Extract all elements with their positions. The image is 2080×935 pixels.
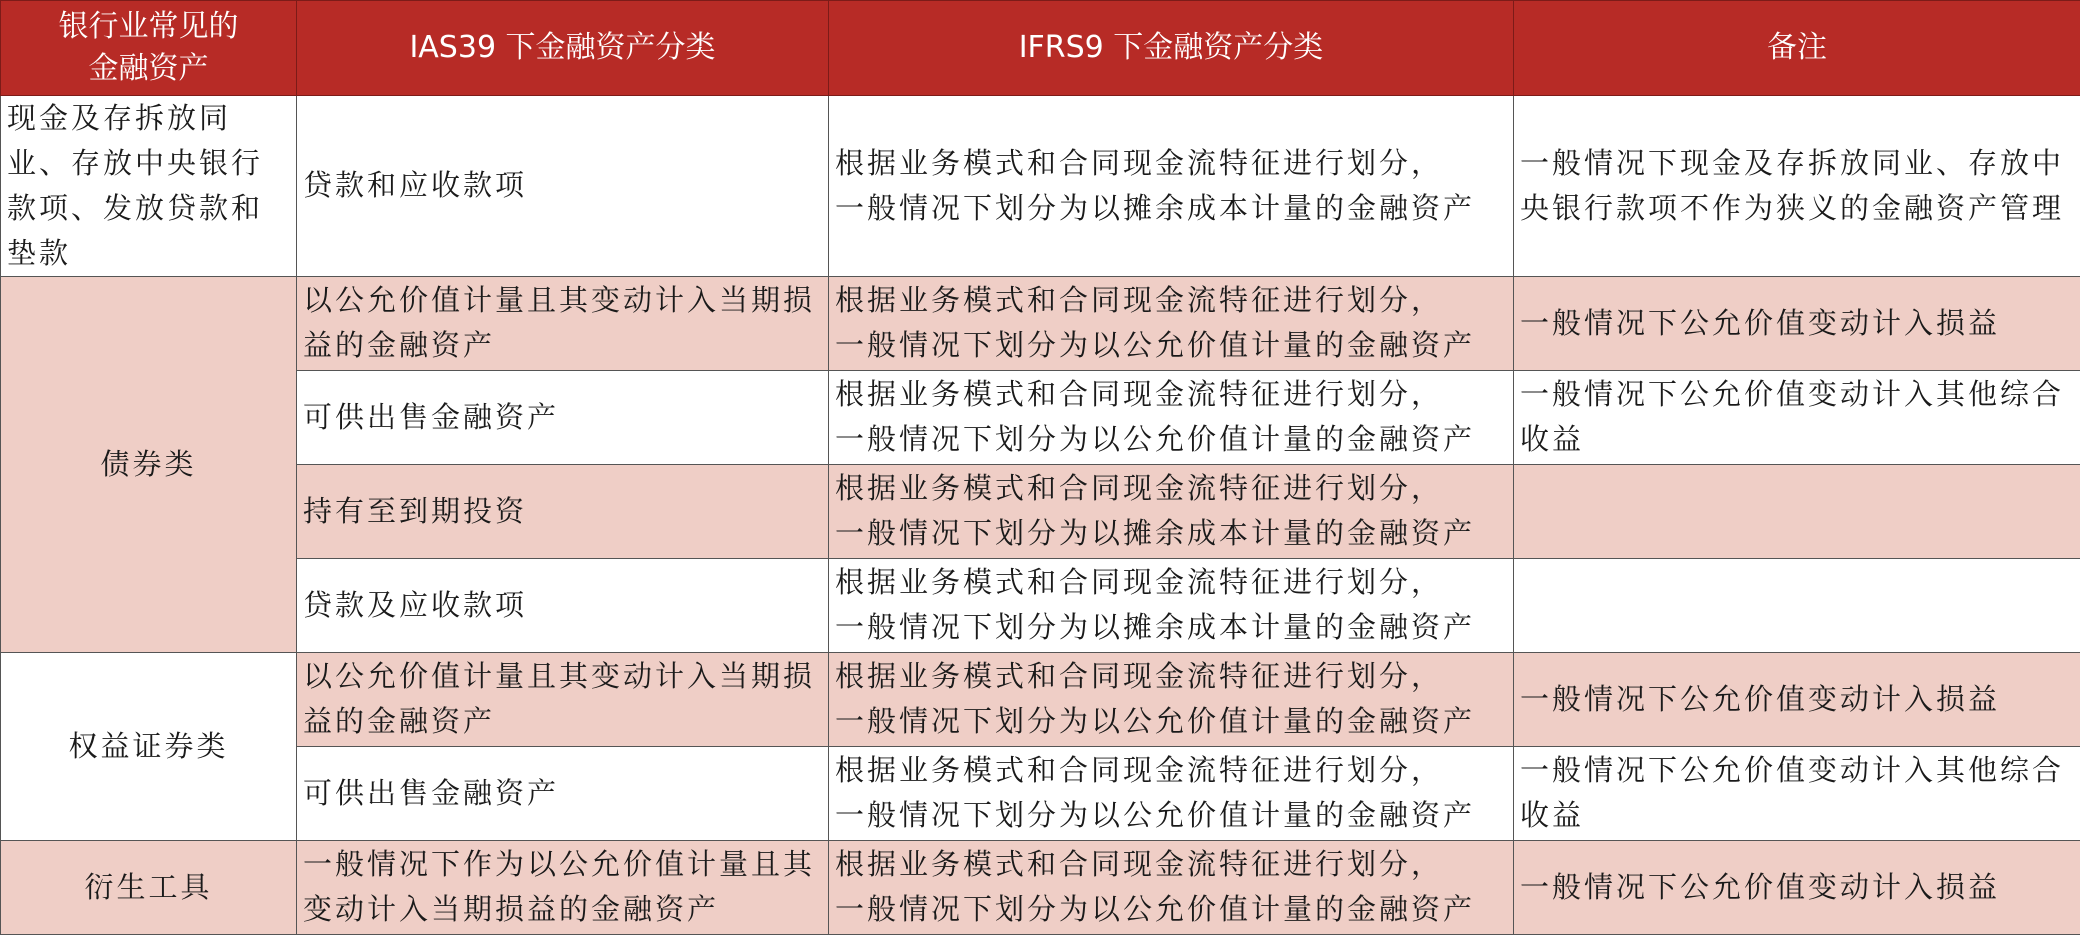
ias39-cell: 可供出售金融资产: [297, 746, 829, 840]
category-cell: 现金及存拆放同业、存放中央银行款项、发放贷款和垫款: [1, 96, 297, 277]
ifrs9-cell: [829, 746, 1514, 840]
ifrs9-line-2: 一般情况下划分为以摊余成本计量的金融资产: [835, 511, 1507, 556]
table-row: [1, 840, 2080, 934]
ias39-cell: 可供出售金融资产: [297, 370, 829, 464]
header-note: 备注: [1514, 1, 2080, 96]
ifrs9-line-1: 根据业务模式和合同现金流特征进行划分，: [835, 372, 1507, 417]
ifrs9-cell: [829, 96, 1514, 277]
ias39-cell: 以公允价值计量且其变动计入当期损益的金融资产: [297, 276, 829, 370]
ifrs9-line-2: 一般情况下划分为以摊余成本计量的金融资产: [835, 605, 1507, 650]
ifrs9-line-1: 根据业务模式和合同现金流特征进行划分，: [835, 141, 1507, 186]
ifrs9-cell: [829, 370, 1514, 464]
note-cell: 一般情况下公允价值变动计入其他综合收益: [1514, 746, 2080, 840]
note-cell: 一般情况下公允价值变动计入损益: [1514, 652, 2080, 746]
note-cell: 一般情况下公允价值变动计入损益: [1514, 840, 2080, 934]
note-cell: [1514, 464, 2080, 558]
ifrs9-line-2: 一般情况下划分为以摊余成本计量的金融资产: [835, 186, 1507, 231]
table-row: [1, 746, 2080, 840]
ifrs9-line-1: 根据业务模式和合同现金流特征进行划分，: [835, 466, 1507, 511]
table-row: [1, 96, 2080, 277]
note-cell: 一般情况下公允价值变动计入其他综合收益: [1514, 370, 2080, 464]
ifrs9-cell: [829, 840, 1514, 934]
ifrs9-line-2: 一般情况下划分为以公允价值计量的金融资产: [835, 699, 1507, 744]
table-row: [1, 558, 2080, 652]
category-cell: 权益证券类: [1, 652, 297, 840]
ifrs9-line-1: 根据业务模式和合同现金流特征进行划分，: [835, 654, 1507, 699]
category-cell: 衍生工具: [1, 840, 297, 934]
ifrs9-line-2: 一般情况下划分为以公允价值计量的金融资产: [835, 417, 1507, 462]
ifrs9-cell: [829, 652, 1514, 746]
ifrs9-line-2: 一般情况下划分为以公允价值计量的金融资产: [835, 887, 1507, 932]
table-row: [1, 652, 2080, 746]
ifrs9-line-2: 一般情况下划分为以公允价值计量的金融资产: [835, 793, 1507, 838]
header-ias39: IAS39 下金融资产分类: [297, 1, 829, 96]
header-ifrs9: IFRS9 下金融资产分类: [829, 1, 1514, 96]
note-cell: [1514, 558, 2080, 652]
table-row: [1, 370, 2080, 464]
ifrs9-cell: [829, 464, 1514, 558]
note-cell: 一般情况下现金及存拆放同业、存放中央银行款项不作为狭义的金融资产管理: [1514, 96, 2080, 277]
ifrs9-cell: [829, 558, 1514, 652]
ias39-cell: 贷款及应收款项: [297, 558, 829, 652]
table-header-row: [1, 1, 2080, 96]
ifrs9-line-1: 根据业务模式和合同现金流特征进行划分，: [835, 560, 1507, 605]
header-asset-type: 银行业常见的 金融资产: [1, 1, 297, 96]
ias39-cell: 持有至到期投资: [297, 464, 829, 558]
ifrs9-line-1: 根据业务模式和合同现金流特征进行划分，: [835, 748, 1507, 793]
ifrs9-line-1: 根据业务模式和合同现金流特征进行划分，: [835, 278, 1507, 323]
ifrs9-cell: [829, 276, 1514, 370]
note-cell: 一般情况下公允价值变动计入损益: [1514, 276, 2080, 370]
table-row: [1, 464, 2080, 558]
table-row: [1, 276, 2080, 370]
ifrs9-line-1: 根据业务模式和合同现金流特征进行划分，: [835, 842, 1507, 887]
ias39-cell: 以公允价值计量且其变动计入当期损益的金融资产: [297, 652, 829, 746]
ifrs9-line-2: 一般情况下划分为以公允价值计量的金融资产: [835, 323, 1507, 368]
category-cell: 债券类: [1, 276, 297, 652]
ias39-cell: 贷款和应收款项: [297, 96, 829, 277]
ias39-cell: 一般情况下作为以公允价值计量且其变动计入当期损益的金融资产: [297, 840, 829, 934]
